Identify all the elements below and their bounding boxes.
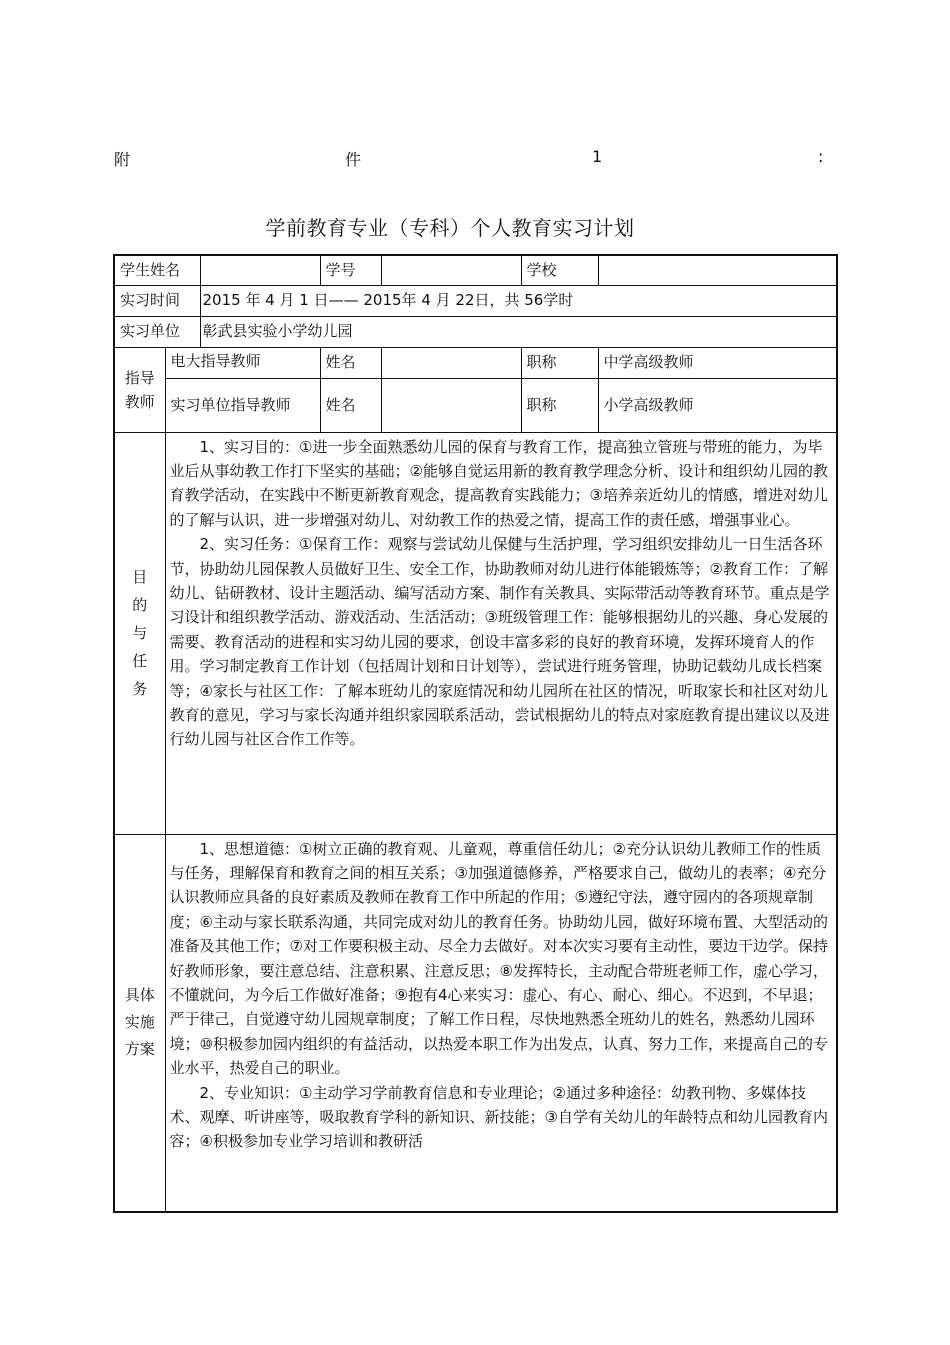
plan-content [165,834,837,1212]
student-id-value [381,255,521,285]
purpose-row [114,432,837,834]
attachment-label [0,147,950,169]
student-row [114,255,837,285]
purpose-content [165,432,837,834]
school-label: 学校 [521,255,598,285]
attachment-number: 1 [592,147,603,166]
guide-name-value-1 [381,347,521,378]
purpose-label: 目的与任务 [114,432,165,834]
guide-title-label-1: 职称 [521,347,598,378]
guide-title-label-2: 职称 [521,378,598,432]
guide-label: 指导教师 [114,347,165,432]
document-title: 学前教育专业（专科）个人教育实习计划 [265,216,635,240]
guide-role-1: 电大指导教师 [165,347,320,378]
attachment-char-2: 件 [345,150,362,169]
period-value: 2015 年 4 月 1 日—— 2015年 4 月 22日，共 56学时 [200,285,837,316]
internship-plan-table [113,254,838,1213]
guide-row-2 [114,378,837,432]
guide-title-value-2: 小学高级教师 [598,378,837,432]
plan-paragraph-2: 2、专业知识：①主动学习学前教育信息和专业理论；②通过多种途径：幼教刊物、多媒体技术、观摩、听讲座等，吸取教育学科的新知识、新技能；③自学有关幼儿的年龄特点和幼儿园教育内容；④积极参加专业学习培训和教研活 [169,1083,828,1151]
plan-row [114,834,837,1212]
guide-name-label-1: 姓名 [320,347,381,378]
period-row [114,285,837,316]
unit-label: 实习单位 [114,316,200,347]
unit-row [114,316,837,347]
unit-value: 彰武县实验小学幼儿园 [200,316,837,347]
attachment-colon: : [818,147,824,166]
student-name-value [200,255,320,285]
guide-name-label-2: 姓名 [320,378,381,432]
guide-name-value-2 [381,378,521,432]
student-id-label: 学号 [320,255,381,285]
student-name-label: 学生姓名 [114,255,200,285]
plan-label: 具体实施方案 [114,834,165,1212]
guide-role-2: 实习单位指导教师 [165,378,320,432]
purpose-paragraph-1: 1、实习目的：①进一步全面熟悉幼儿园的保育与教育工作，提高独立管班与带班的能力，为毕业后从事幼教工作打下坚实的基础；②能够自觉运用新的教育教学理念分析、设计和组织幼儿园的教育教学活动，在实践中不断更新教育观念，提高教育实践能力；③培养亲近幼儿的情感，增进对幼儿的了解与认识，进一步增强对幼儿、对幼教工作的热爱之情，提高工作的责任感，增强事业心。 [169,437,828,529]
period-label: 实习时间 [114,285,200,316]
plan-paragraph-1: 1、思想道德：①树立正确的教育观、儿童观，尊重信任幼儿；②充分认识幼儿教师工作的性质与任务，理解保育和教育之间的相互关系；③加强道德修养，严格要求自己，做幼儿的表率；④充分认识教师应具备的良好素质及教师在教育工作中所起的作用；⑤遵纪守法，遵守园内的各项规章制度；⑥主动与家长联系沟通，共同完成对幼儿的教育任务。协助幼儿园，做好环境布置、大型活动的准备及其他工作；⑦对工作要积极主动、尽全力去做好。对本次实习要有主动性，要边干边学。保持好教师形象，要注意总结、注意积累、注意反思；⑧发挥特长，主动配合带班老师工作，虚心学习，不懂就问，为今后工作做好准备；⑨抱有4心来实习：虚心、有心、耐心、细心。不迟到，不早退；严于律己，自觉遵守幼儿园规章制度；了解工作日程，尽快地熟悉全班幼儿的姓名，熟悉幼儿园环境；⑩积极参加园内组织的有益活动，以热爱本职工作为出发点，认真、努力工作，来提高自己的专业水平，热爱自己的职业。 [169,839,828,1078]
guide-title-value-1: 中学高级教师 [598,347,837,378]
school-value [598,255,837,285]
attachment-char-1: 附 [114,150,131,169]
purpose-paragraph-2: 2、实习任务：①保育工作：观察与尝试幼儿保健与生活护理，学习组织安排幼儿一日生活各环节，协助幼儿园保教人员做好卫生、安全工作，协助教师对幼儿进行体能锻炼等；②教育工作：了解幼儿、钻研教材、设计主题活动、编写活动方案、制作有关教具、实际带活动等教育环节。重点是学习设计和组织教学活动、游戏活动、生活活动；③班级管理工作：能够根据幼儿的兴趣、身心发展的需要、教育活动的进程和实习幼儿园的要求，创设丰富多彩的良好的教育环境，发挥环境育人的作用。学习制定教育工作计划（包括周计划和日计划等），尝试进行班务管理，协助记载幼儿成长档案等；④家长与社区工作：了解本班幼儿的家庭情况和幼儿园所在社区的情况，听取家长和社区对幼儿教育的意见，学习与家长沟通并组织家园联系活动，尝试根据幼儿的特点对家庭教育提出建议以及进行幼儿园与社区合作工作等。 [169,535,830,749]
guide-row-1 [114,347,837,378]
